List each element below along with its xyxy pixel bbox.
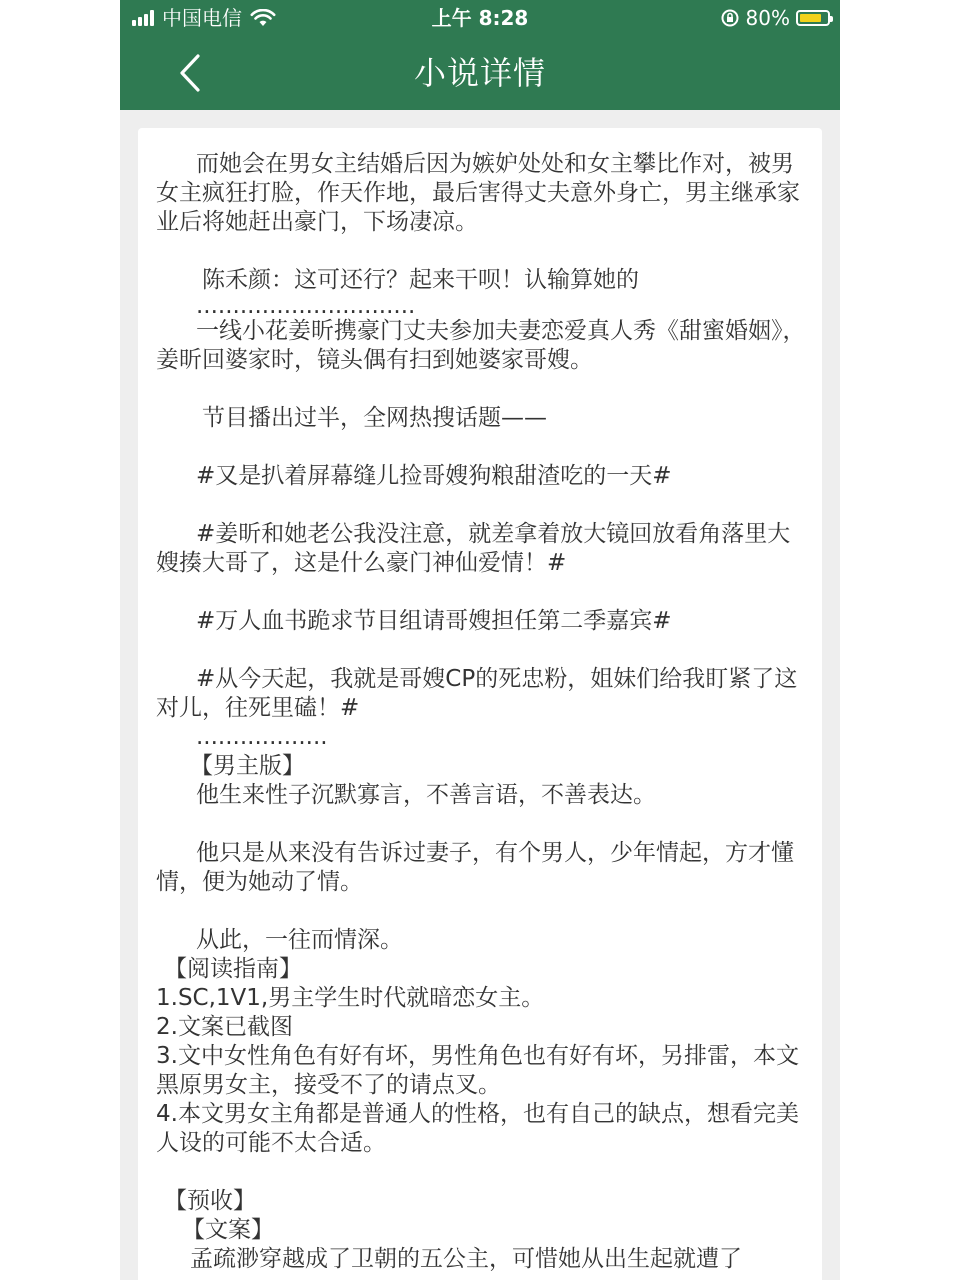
blank-line xyxy=(156,433,806,462)
description-paragraph: 他生来性子沉默寡言，不善言语，不善表达。 xyxy=(196,782,656,808)
battery-icon xyxy=(796,10,830,26)
description-paragraph: 一线小花姜昕携豪门丈夫参加夫妻恋爱真人秀《甜蜜婚姻》，姜昕回婆家时，镜头偶有扫到她婆家哥嫂。 xyxy=(156,318,806,373)
hashtag-paragraph: #姜昕和她老公我没注意，就差拿着放大镜回放看角落里大嫂揍大哥了，这是什么豪门神仙爱情！# xyxy=(156,521,791,576)
hashtag-paragraph: #又是扒着屏幕缝儿捡哥嫂狗粮甜渣吃的一天# xyxy=(196,463,672,489)
guide-item: 1.SC,1V1,男主学生时代就暗恋女主。 xyxy=(156,985,545,1011)
hashtag-paragraph: #万人血书跪求节目组请哥嫂担任第二季嘉宾# xyxy=(196,608,672,634)
page-title: 小说详情 xyxy=(413,54,546,92)
guide-item: 2.文案已截图 xyxy=(156,1014,293,1040)
description-paragraph: 节目播出过半，全网热搜话题—— xyxy=(202,405,547,431)
app-header xyxy=(120,0,840,110)
battery-level-fill xyxy=(800,14,821,22)
description-paragraph: 从此，一往而情深。 xyxy=(196,927,403,953)
blank-line xyxy=(156,810,806,839)
guide-item: 4.本文男女主角都是普通人的性格，也有自己的缺点，想看完美人设的可能不太合适。 xyxy=(156,1101,799,1156)
orientation-lock-icon xyxy=(720,8,740,28)
battery-percent: 80% xyxy=(745,6,790,30)
section-heading-synopsis: 【文案】 xyxy=(182,1217,274,1243)
status-time: 上午 8:28 xyxy=(431,6,529,30)
status-bar xyxy=(120,0,840,36)
blank-line xyxy=(156,897,806,926)
separator-dots: .................. xyxy=(196,724,328,750)
nav-bar xyxy=(120,36,840,110)
blank-line xyxy=(156,636,806,665)
description-paragraph: 孟疏渺穿越成了卫朝的五公主，可惜她从出生起就遭了 xyxy=(190,1246,742,1272)
description-paragraph: 陈禾颜：这可还行？起来干呗！认输算她的 xyxy=(202,267,639,293)
carrier-name: 中国电信 xyxy=(162,6,242,30)
section-heading-reading-guide: 【阅读指南】 xyxy=(164,956,302,982)
section-heading-male-lead: 【男主版】 xyxy=(190,753,305,779)
separator-dots: .............................. xyxy=(196,293,416,319)
novel-description xyxy=(156,150,806,1274)
blank-line xyxy=(156,491,806,520)
novel-detail-card xyxy=(138,128,822,1280)
blank-line xyxy=(156,578,806,607)
hashtag-paragraph: #从今天起，我就是哥嫂CP的死忠粉，姐妹们给我盯紧了这对儿，往死里磕！# xyxy=(156,666,798,721)
blank-line xyxy=(156,237,806,266)
guide-item: 3.文中女性角色有好有坏，男性角色也有好有坏，另排雷，本文黑原男女主，接受不了的请点叉。 xyxy=(156,1043,799,1098)
phone-screen xyxy=(120,0,840,1280)
description-paragraph: 他只是从来没有告诉过妻子，有个男人，少年情起，方才懂情，便为她动了情。 xyxy=(156,840,794,895)
description-paragraph: 而她会在男女主结婚后因为嫉妒处处和女主攀比作对，被男女主疯狂打脸，作天作地，最后害得丈夫意外身亡，男主继承家业后将她赶出豪门，下场凄凉。 xyxy=(156,151,800,235)
blank-line xyxy=(156,1158,806,1187)
section-heading-pre-order: 【预收】 xyxy=(164,1188,256,1214)
blank-line xyxy=(156,375,806,404)
status-right xyxy=(720,0,830,36)
